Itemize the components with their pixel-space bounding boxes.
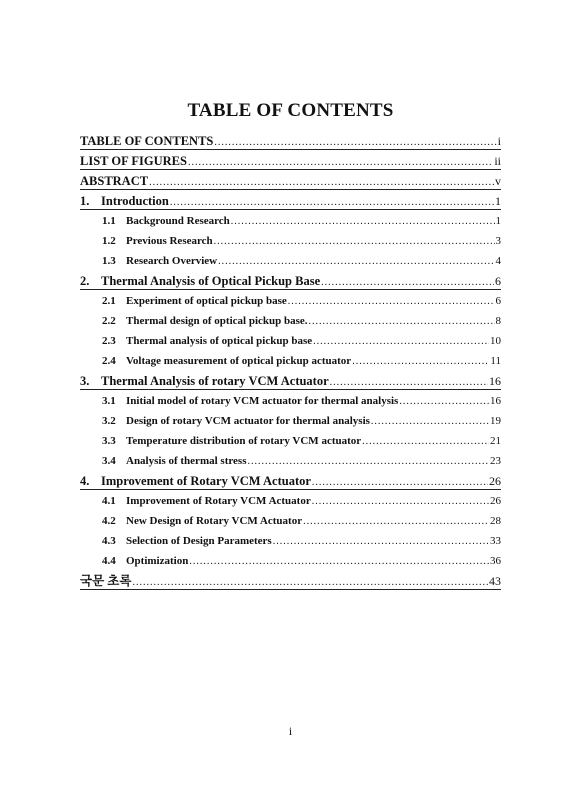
toc-entry-title: Thermal Analysis of Optical Pickup Base bbox=[101, 274, 321, 288]
toc-entry bbox=[102, 331, 501, 351]
toc-entry-title: Optimization bbox=[126, 555, 189, 567]
toc-entry-page: 23 bbox=[490, 455, 501, 467]
toc-entry bbox=[102, 211, 501, 231]
toc-entry-number: 4.3 bbox=[102, 535, 116, 547]
toc-entry-number: 2.1 bbox=[102, 295, 116, 307]
toc-entry-page: 4 bbox=[495, 255, 501, 267]
toc-entry-page: 36 bbox=[490, 555, 501, 567]
toc-entry bbox=[80, 171, 501, 191]
toc-entry-page: 21 bbox=[490, 435, 501, 447]
toc-entry bbox=[102, 351, 501, 371]
toc-entry-page: 10 bbox=[490, 335, 501, 347]
toc-entry bbox=[80, 151, 501, 171]
dot-leader bbox=[218, 252, 494, 271]
toc-entry-title: Previous Research bbox=[126, 235, 213, 247]
dot-leader bbox=[189, 552, 489, 571]
toc-entry-page: 19 bbox=[490, 415, 501, 427]
dot-leader bbox=[214, 232, 495, 251]
toc-entry-title: Design of rotary VCM actuator for thermal analysis bbox=[126, 415, 370, 427]
toc-entry-number: 1.1 bbox=[102, 215, 116, 227]
toc-entry-title: Thermal design of optical pickup base. bbox=[126, 315, 308, 327]
toc-entry-title: Introduction bbox=[101, 194, 169, 208]
toc-entry-title: ABSTRACT bbox=[80, 174, 149, 188]
dot-leader bbox=[273, 532, 489, 551]
toc-entry bbox=[102, 251, 501, 271]
toc-entry-title: Thermal analysis of optical pickup base bbox=[126, 335, 313, 347]
toc-entry bbox=[102, 491, 501, 511]
toc-entry-title: 국문 초록 bbox=[80, 574, 132, 588]
toc-entry bbox=[102, 391, 501, 411]
toc-entry-number: 2. bbox=[80, 274, 90, 288]
toc-entry-page: 16 bbox=[490, 395, 501, 407]
section-divider bbox=[80, 149, 501, 150]
toc-entry-title: Selection of Design Parameters bbox=[126, 535, 272, 547]
section-divider bbox=[80, 189, 501, 190]
toc-entry-page: 26 bbox=[489, 474, 501, 488]
toc-entry-title: Thermal Analysis of rotary VCM Actuator bbox=[101, 374, 329, 388]
dot-leader bbox=[247, 452, 489, 471]
toc-entry-title: TABLE OF CONTENTS bbox=[80, 134, 214, 148]
dot-leader bbox=[352, 352, 489, 371]
toc-entry-page: 28 bbox=[490, 515, 501, 527]
toc-entry-page: 43 bbox=[489, 574, 501, 588]
toc-entry bbox=[80, 131, 501, 151]
dot-leader bbox=[313, 332, 489, 351]
toc-entry bbox=[102, 431, 501, 451]
toc-entry bbox=[102, 551, 501, 571]
toc-entry-page: v bbox=[495, 174, 501, 188]
toc-entry-page: 1 bbox=[495, 215, 501, 227]
toc-entry-number: 3.3 bbox=[102, 435, 116, 447]
toc-entry-title: LIST OF FIGURES bbox=[80, 154, 187, 168]
toc-entry-number: 3. bbox=[80, 374, 90, 388]
section-divider bbox=[80, 169, 501, 170]
toc-entry-number: 1. bbox=[80, 194, 90, 208]
dot-leader bbox=[303, 512, 489, 531]
toc-entry-title: New Design of Rotary VCM Actuator bbox=[126, 515, 303, 527]
toc-entry-title: Experiment of optical pickup base bbox=[126, 295, 287, 307]
toc-entry-title: Voltage measurement of optical pickup actuator bbox=[126, 355, 352, 367]
toc-entry-title: Temperature distribution of rotary VCM actuator bbox=[126, 435, 362, 447]
dot-leader bbox=[399, 392, 489, 411]
toc-entry-title: Initial model of rotary VCM actuator for thermal analysis bbox=[126, 395, 399, 407]
toc-entry-number: 4.1 bbox=[102, 495, 116, 507]
toc-entry-number: 4. bbox=[80, 474, 90, 488]
toc-entry bbox=[80, 191, 501, 211]
page-title: TABLE OF CONTENTS bbox=[187, 100, 394, 121]
section-divider bbox=[80, 489, 501, 490]
toc-entry-page: 1 bbox=[495, 194, 501, 208]
toc-entry-number: 3.2 bbox=[102, 415, 116, 427]
toc-entry bbox=[102, 451, 501, 471]
toc-entry-number: 3.1 bbox=[102, 395, 116, 407]
dot-leader bbox=[312, 492, 489, 511]
toc-entry-page: i bbox=[497, 134, 501, 148]
dot-leader bbox=[362, 432, 489, 451]
toc-entry bbox=[80, 271, 501, 291]
toc-entry-page: 33 bbox=[490, 535, 501, 547]
toc-entry-title: Improvement of Rotary VCM Actuator bbox=[126, 495, 311, 507]
toc-entry-title: Research Overview bbox=[126, 255, 218, 267]
toc-entry bbox=[102, 291, 501, 311]
toc-entry-title: Analysis of thermal stress bbox=[126, 455, 247, 467]
toc-entry-page: ii bbox=[494, 154, 501, 168]
toc-entry bbox=[80, 371, 501, 391]
dot-leader bbox=[309, 312, 495, 331]
toc-entry-number: 4.4 bbox=[102, 555, 116, 567]
toc-entry bbox=[80, 471, 501, 491]
dot-leader bbox=[231, 212, 495, 231]
dot-leader bbox=[288, 292, 495, 311]
dot-leader bbox=[371, 412, 489, 431]
toc-entry-number: 2.2 bbox=[102, 315, 116, 327]
toc-entry bbox=[102, 311, 501, 331]
section-divider bbox=[80, 389, 501, 390]
toc-entry-page: 3 bbox=[495, 235, 501, 247]
toc-entry bbox=[102, 231, 501, 251]
toc-entry-number: 2.4 bbox=[102, 355, 116, 367]
page-number: i bbox=[288, 724, 293, 738]
section-divider bbox=[80, 289, 501, 290]
toc-entry-page: 6 bbox=[495, 274, 501, 288]
section-divider bbox=[80, 589, 501, 590]
toc-entry-title: Improvement of Rotary VCM Actuator bbox=[101, 474, 311, 488]
toc-entry-number: 1.3 bbox=[102, 255, 116, 267]
toc-entry bbox=[102, 511, 501, 531]
toc-entry bbox=[80, 571, 501, 591]
toc-entry-page: 16 bbox=[489, 374, 501, 388]
toc-entry-number: 4.2 bbox=[102, 515, 116, 527]
toc-entry-number: 1.2 bbox=[102, 235, 116, 247]
toc-entry-title: Background Research bbox=[126, 215, 230, 227]
toc-entry-page: 8 bbox=[495, 315, 501, 327]
toc-entry bbox=[102, 531, 501, 551]
toc-entry-number: 3.4 bbox=[102, 455, 116, 467]
toc-entry-page: 26 bbox=[490, 495, 501, 507]
toc-entry-number: 2.3 bbox=[102, 335, 116, 347]
toc-entry bbox=[102, 411, 501, 431]
section-divider bbox=[80, 209, 501, 210]
toc-entry-page: 6 bbox=[495, 295, 501, 307]
toc-entry-page: 11 bbox=[490, 355, 501, 367]
